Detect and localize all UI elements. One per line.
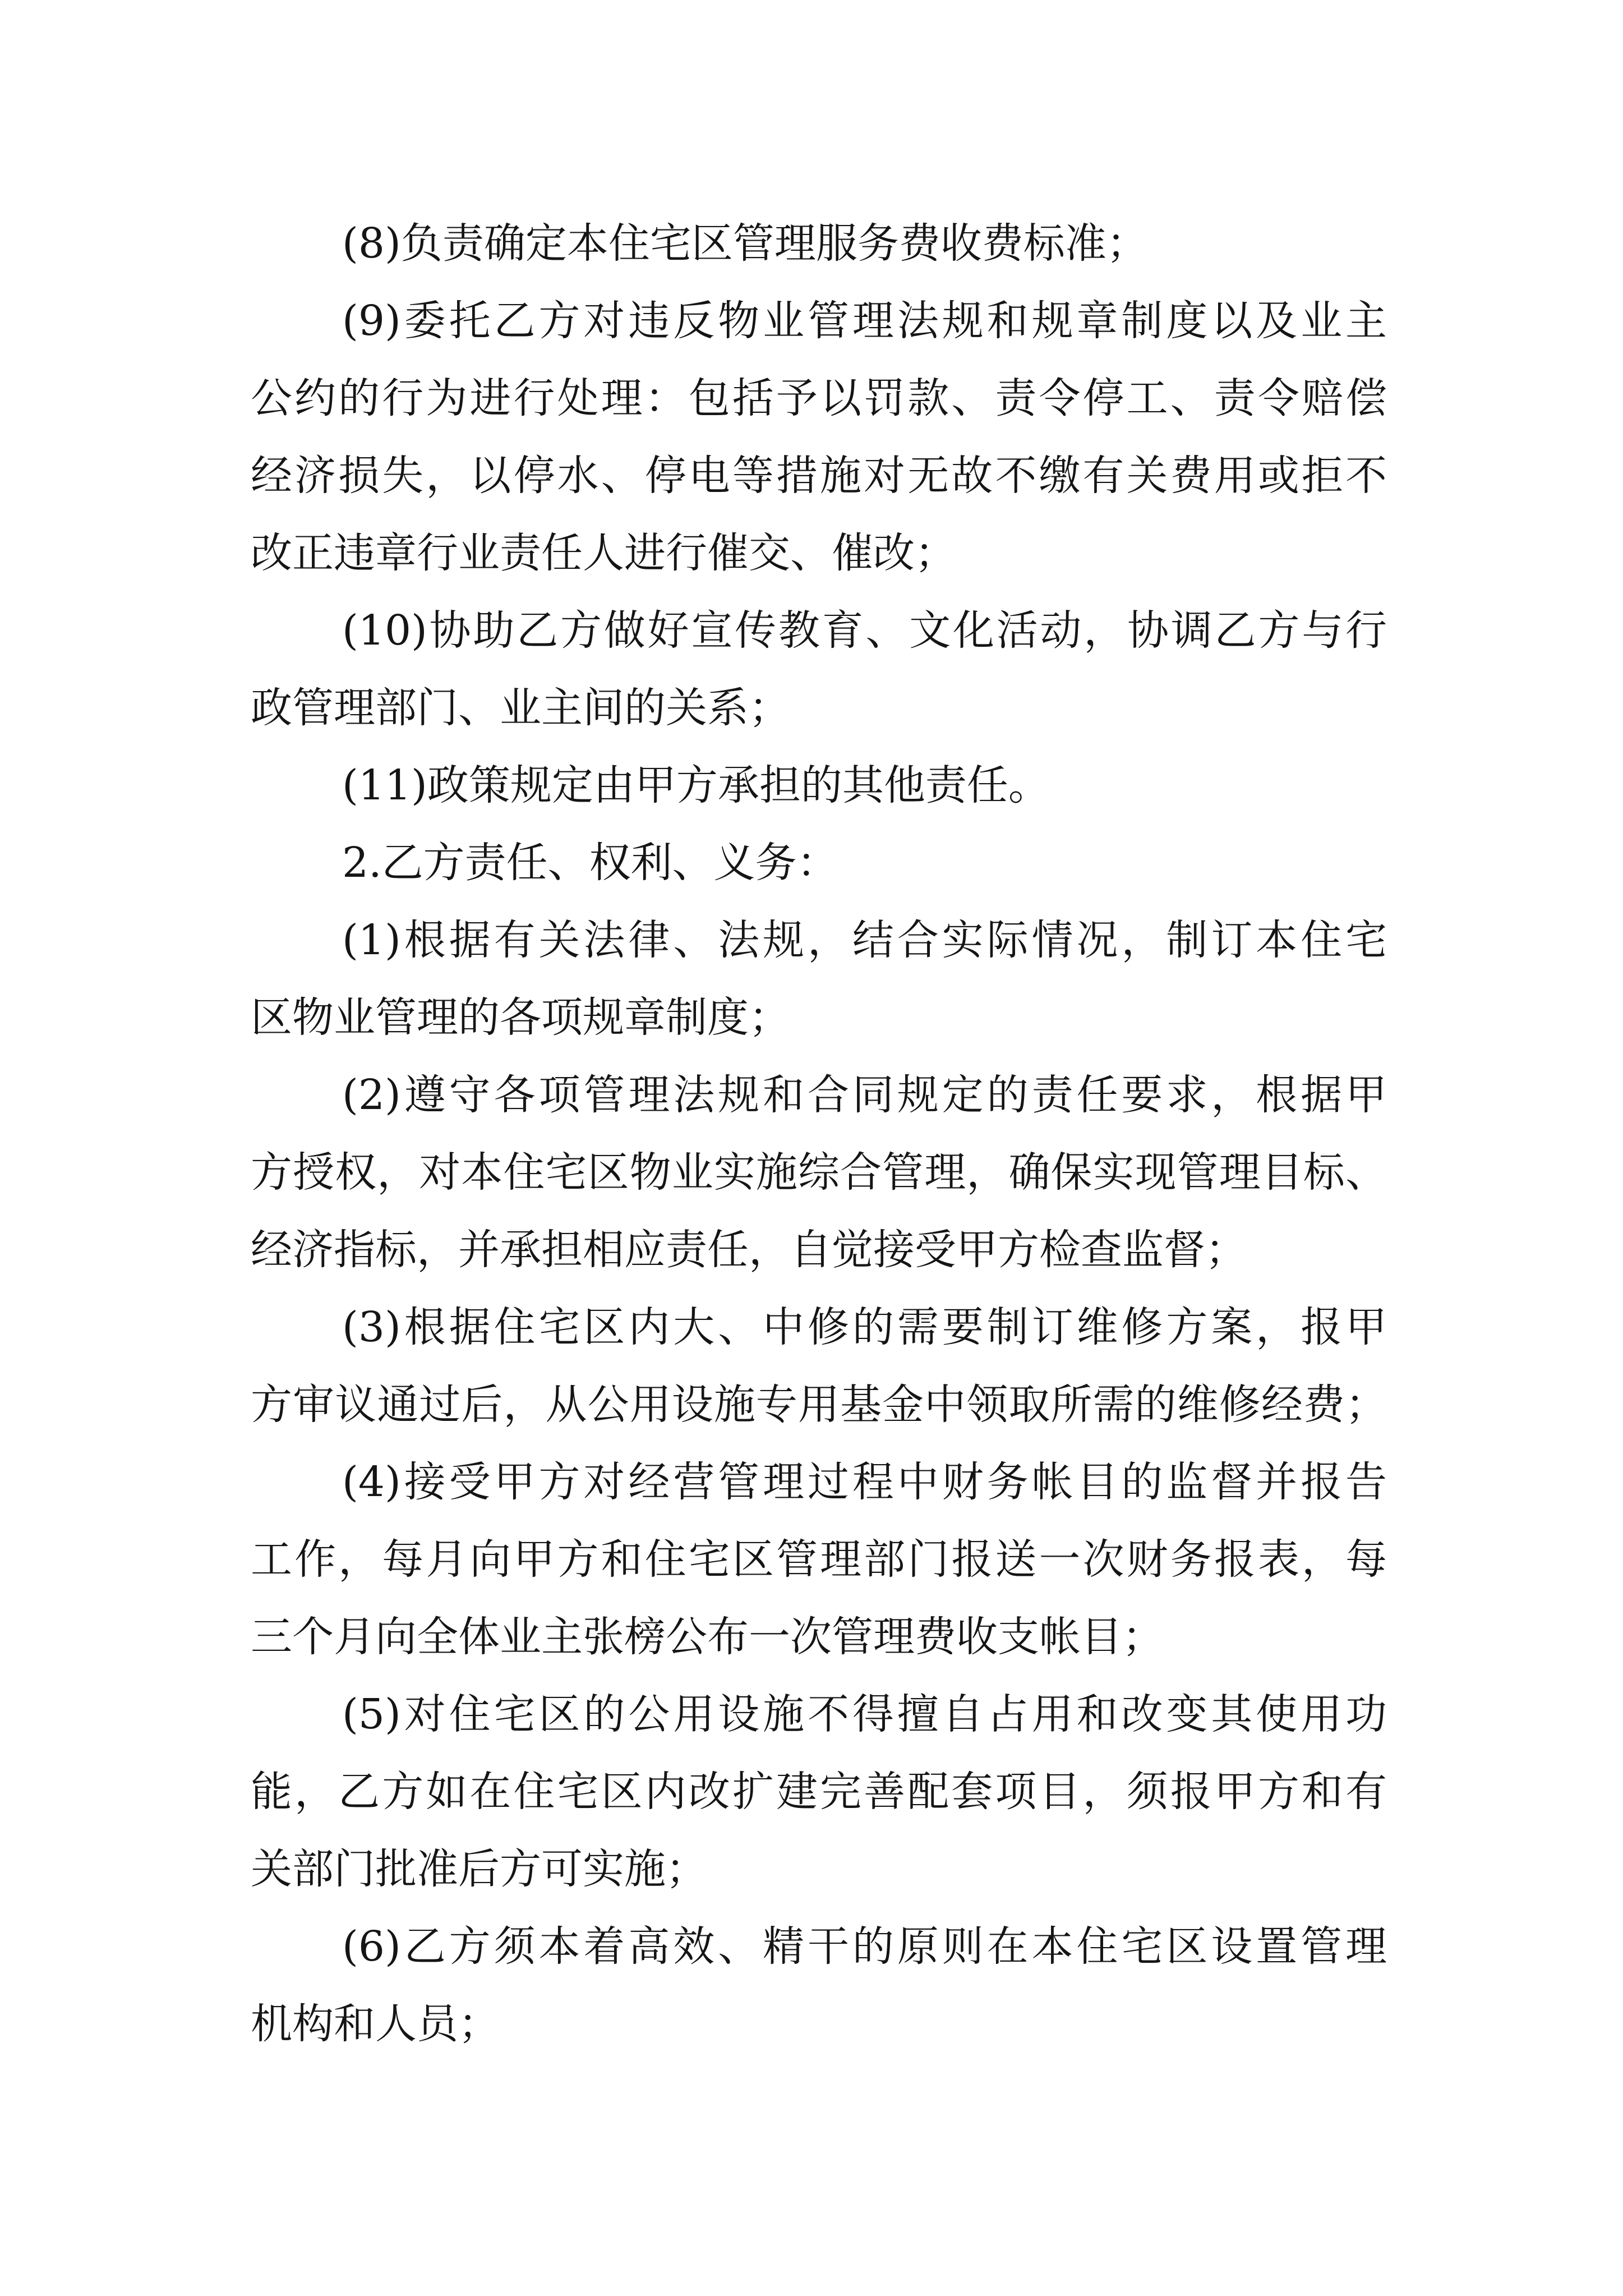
paragraph-line: (6)乙方须本着高效、精干的原则在本住宅区设置管理	[342, 1922, 1387, 1971]
paragraph-line: (10)协助乙方做好宣传教育、文化活动，协调乙方与行	[342, 606, 1387, 655]
clause-party-b-3	[251, 1289, 1387, 1443]
paragraph-line: 能，乙方如在住宅区内改扩建完善配套项目，须报甲方和有	[251, 1768, 1387, 1816]
paragraph-line: 经济损失，以停水、停电等措施对无故不缴有关费用或拒不	[251, 452, 1387, 500]
paragraph-line: 经济指标，并承担相应责任，自觉接受甲方检查监督；	[251, 1226, 1247, 1274]
paragraph-line: 机构和人员；	[251, 2000, 500, 2048]
clause-party-a-11	[251, 747, 1387, 824]
clause-party-b-1	[251, 901, 1387, 1056]
paragraph-line: 三个月向全体业主张榜公布一次管理费收支帐目；	[251, 1613, 1164, 1661]
clause-party-a-8	[251, 205, 1387, 282]
clause-party-b-4	[251, 1443, 1387, 1676]
paragraph-line: 区物业管理的各项规章制度；	[251, 993, 790, 1042]
paragraph-line: (1)根据有关法律、法规，结合实际情况，制订本住宅	[342, 916, 1387, 964]
clause-party-b-5	[251, 1676, 1387, 1908]
paragraph-line: (4)接受甲方对经营管理过程中财务帐目的监督并报告	[342, 1458, 1387, 1506]
paragraph-line: (5)对住宅区的公用设施不得擅自占用和改变其使用功	[342, 1690, 1387, 1738]
clause-party-b-6	[251, 1908, 1387, 2063]
document-body	[251, 205, 1387, 2063]
paragraph-line: (11)政策规定由甲方承担的其他责任。	[342, 761, 1050, 809]
paragraph-line: 改正违章行业责任人进行催交、催改；	[251, 529, 956, 577]
paragraph-line: 关部门批准后方可实施；	[251, 1845, 707, 1893]
clause-party-a-10	[251, 592, 1387, 747]
clause-party-a-9	[251, 282, 1387, 592]
paragraph-line: 方审议通过后，从公用设施专用基金中领取所需的维修经费；	[251, 1381, 1387, 1429]
paragraph-line: 公约的行为进行处理：包括予以罚款、责令停工、责令赔偿	[251, 374, 1387, 422]
clause-party-b-2	[251, 1056, 1387, 1289]
section-party-b-heading	[251, 824, 1387, 901]
paragraph-line: 工作，每月向甲方和住宅区管理部门报送一次财务报表，每	[251, 1535, 1387, 1584]
paragraph-line: (8)负责确定本住宅区管理服务费收费标准；	[342, 219, 1148, 268]
paragraph-line: 方授权，对本住宅区物业实施综合管理，确保实现管理目标、	[251, 1148, 1387, 1197]
paragraph-line: 政管理部门、业主间的关系；	[251, 684, 790, 732]
paragraph-line: (9)委托乙方对违反物业管理法规和规章制度以及业主	[342, 297, 1387, 345]
section-heading: 2.乙方责任、权利、义务：	[342, 839, 838, 887]
paragraph-line: (2)遵守各项管理法规和合同规定的责任要求，根据甲	[342, 1071, 1387, 1119]
paragraph-line: (3)根据住宅区内大、中修的需要制订维修方案，报甲	[342, 1303, 1387, 1351]
